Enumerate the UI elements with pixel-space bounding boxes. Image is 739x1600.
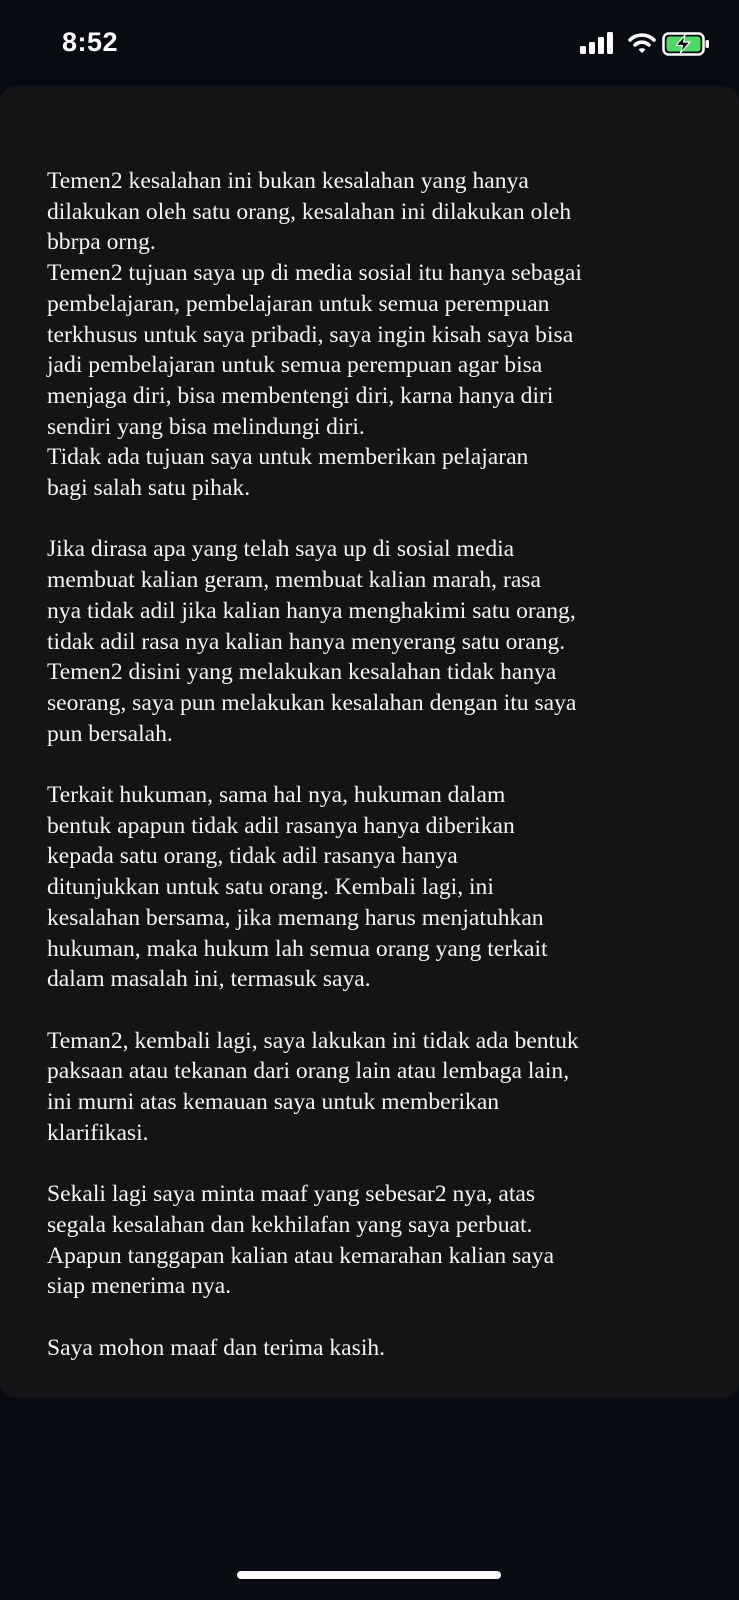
status-time: 8:52 xyxy=(62,27,119,57)
wifi-icon xyxy=(628,32,656,54)
story-card[interactable] xyxy=(0,86,739,1398)
charging-battery-icon xyxy=(662,32,710,56)
story-text: Temen2 kesalahan ini bukan kesalahan yang hanya dilakukan oleh satu orang, kesalahan ini dilakukan oleh bbrpa orng. Temen2 tujuan saya up di media sosial itu hanya sebagai pembelajaran, pembelajaran untuk semua perempuan terkhusus untuk saya pribadi, saya ingin kisah saya bisa jadi pembelajaran untuk semua perempuan agar bisa menjaga diri, bisa membentengi diri, karna hanya diri sendiri yang bisa melindungi diri. Tidak ada tujuan saya untuk memberikan pelajaran bagi salah satu pihak. Jika dirasa apa yang telah saya up di sosial media membuat kalian geram, membuat kalian marah, rasa nya tidak adil jika kalian hanya menghakimi satu orang, tidak adil rasa nya kalian hanya menyerang satu orang. Temen2 disini yang melakukan kesalahan tidak hanya seorang, saya pun melakukan kesalahan dengan itu saya pun bersalah. Terkait hukuman, sama hal nya, hukuman dalam bentuk apapun tidak adil rasanya hanya diberikan kepada satu orang, tidak adil rasanya hanya ditunjukkan untuk satu orang. Kembali lagi, ini kesalahan bersama, jika memang harus menjatuhkan hukuman, maka hukum lah semua orang yang terkait dalam masalah ini, termasuk saya. Teman2, kembali lagi, saya lakukan ini tidak ada bentuk paksaan atau tekanan dari orang lain atau lembaga lain, ini murni atas kemauan saya untuk memberikan klarifikasi. Sekali lagi saya minta maaf yang sebesar2 nya, atas segala kesalahan dan kekhilafan yang saya perbuat. Apapun tanggapan kalian atau kemarahan kalian saya siap menerima nya. Saya mohon maaf dan terima kasih. xyxy=(47,168,582,1361)
signal-icon xyxy=(580,32,614,54)
status-icons xyxy=(580,32,710,58)
home-indicator[interactable] xyxy=(237,1571,501,1579)
status-bar xyxy=(0,0,739,86)
